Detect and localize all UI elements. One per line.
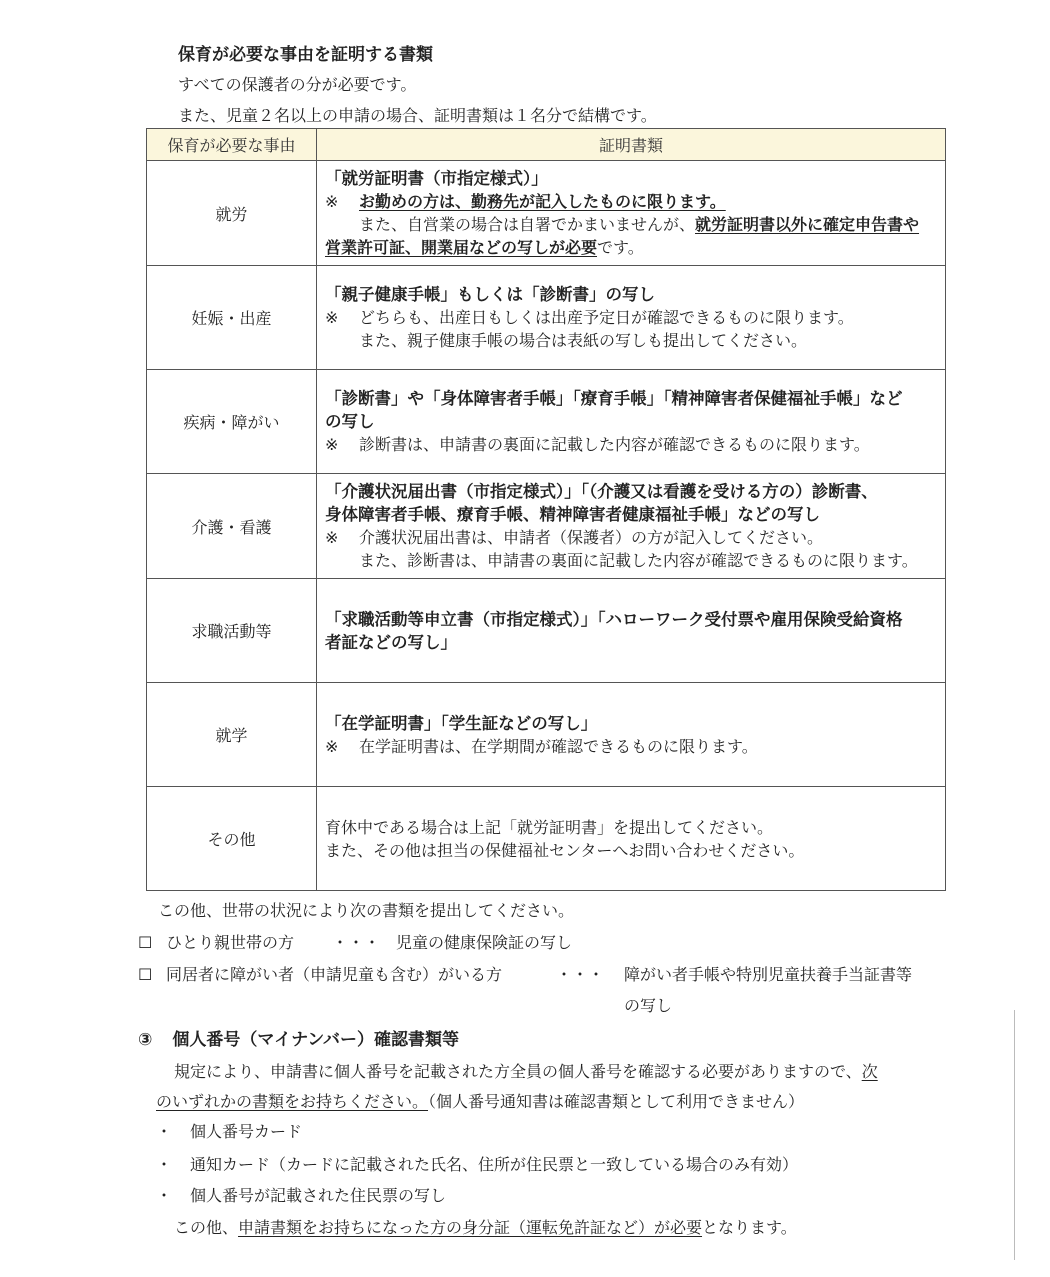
para-text: 規定により、申請書に個人番号を記載された方全員の個人番号を確認する必要がありますので、 bbox=[174, 1062, 862, 1081]
doc-text: 「親子健康手帳」もしくは「診断書」の写し bbox=[325, 285, 655, 304]
intro-line-1: すべての保護者の分が必要です。 bbox=[178, 75, 417, 94]
doc-text: 「診断書」や「身体障害者手帳」「療育手帳」「精神障害者保健福祉手帳」など bbox=[325, 389, 903, 408]
docs-cell bbox=[317, 787, 946, 891]
bullet-item bbox=[156, 1152, 798, 1175]
table-row bbox=[147, 266, 946, 370]
bullet-icon: ・ bbox=[156, 1155, 173, 1174]
doc-line bbox=[325, 306, 939, 329]
table-row bbox=[147, 474, 946, 579]
docs-cell bbox=[317, 683, 946, 787]
item-doc-line-2: の写し bbox=[624, 996, 673, 1015]
doc-line bbox=[325, 712, 939, 735]
table-row bbox=[147, 787, 946, 891]
section-3-para-line-1 bbox=[174, 1059, 878, 1082]
doc-text: 「介護状況届出書（市指定様式）」「（介護又は看護を受ける方の）診断書、 bbox=[325, 482, 878, 501]
doc-line bbox=[325, 236, 939, 259]
note-text: また、親子健康手帳の場合は表紙の写しも提出してください。 bbox=[359, 331, 808, 350]
table-row bbox=[147, 683, 946, 787]
item-label: ひとり親世帯の方 bbox=[166, 933, 295, 952]
extra-intro: この他、世帯の状況により次の書類を提出してください。 bbox=[158, 901, 575, 920]
reason-cell: 求職活動等 bbox=[147, 579, 317, 683]
doc-text: また、その他は担当の保健福祉センターへお問い合わせください。 bbox=[325, 840, 805, 860]
doc-line bbox=[325, 433, 939, 456]
reason-cell: 就労 bbox=[147, 161, 317, 266]
doc-text: 「就労証明書（市指定様式）」 bbox=[325, 169, 548, 188]
doc-line bbox=[325, 549, 939, 572]
docs-cell bbox=[317, 266, 946, 370]
doc-line bbox=[325, 283, 939, 306]
note-text: 在学証明書は、在学期間が確認できるものに限ります。 bbox=[359, 736, 758, 756]
note-mark: ※ bbox=[325, 435, 339, 454]
doc-text: の写し bbox=[325, 412, 375, 431]
closing-underlined: 申請書類をお持ちになった方の身分証（運転免許証など）が必要 bbox=[238, 1218, 703, 1237]
reason-cell: 妊娠・出産 bbox=[147, 266, 317, 370]
bullet-text: 個人番号カード bbox=[190, 1122, 303, 1141]
item-doc: 児童の健康保険証の写し bbox=[396, 933, 573, 952]
item-doc-line-1: 障がい者手帳や特別児童扶養手当証書等 bbox=[624, 965, 913, 984]
section-3-heading bbox=[138, 1025, 459, 1050]
docs-cell bbox=[317, 579, 946, 683]
note-text: 介護状況届出書は、申請者（保護者）の方が記入してください。 bbox=[359, 528, 824, 547]
requirements-table bbox=[146, 128, 946, 891]
checklist-item-disabled-cohabitant bbox=[138, 962, 502, 985]
bullet-item bbox=[156, 1119, 302, 1142]
scan-edge-line bbox=[1014, 1010, 1015, 1260]
doc-line bbox=[325, 387, 939, 410]
docs-cell bbox=[317, 161, 946, 266]
doc-text: 育休中である場合は上記「就労証明書」を提出してください。 bbox=[325, 817, 774, 837]
doc-line bbox=[325, 735, 939, 758]
doc-line bbox=[325, 526, 939, 549]
doc-line bbox=[325, 190, 939, 213]
reason-cell: 就学 bbox=[147, 683, 317, 787]
doc-text: 者証などの写し」 bbox=[325, 632, 457, 652]
section-title: 保育が必要な事由を証明する書類 bbox=[178, 45, 433, 65]
header-docs: 証明書類 bbox=[317, 129, 946, 161]
item-dots: ・・・ bbox=[332, 933, 381, 952]
note-text: お勤めの方は、勤務先が記入したものに限ります。 bbox=[359, 192, 726, 211]
section-3-para-line-2 bbox=[156, 1089, 804, 1112]
section-3-title: 個人番号（マイナンバー）確認書類等 bbox=[172, 1030, 460, 1050]
doc-line bbox=[325, 816, 939, 839]
table-body bbox=[147, 161, 946, 891]
closing-text: この他、 bbox=[174, 1218, 239, 1237]
doc-line bbox=[325, 329, 939, 352]
bullet-text: 通知カード（カードに記載された氏名、住所が住民票と一致している場合のみ有効） bbox=[190, 1155, 799, 1174]
table-header-row bbox=[147, 129, 946, 161]
table-row bbox=[147, 161, 946, 266]
note-text: 診断書は、申請書の裏面に記載した内容が確認できるものに限ります。 bbox=[359, 435, 870, 454]
doc-line bbox=[325, 213, 939, 236]
note-text: 営業許可証、開業届などの写しが必要 bbox=[325, 238, 598, 257]
note-mark: ※ bbox=[325, 528, 339, 547]
note-tail: 就労証明書以外に確定申告書や bbox=[695, 215, 920, 234]
para-underlined: 次 bbox=[861, 1062, 878, 1081]
intro-line-2: また、児童２名以上の申請の場合、証明書類は１名分で結構です。 bbox=[178, 106, 657, 125]
para-text: （個人番号通知書は確認書類として利用できません） bbox=[428, 1092, 805, 1111]
note-mark: ※ bbox=[325, 308, 339, 327]
note-mark: ※ bbox=[325, 736, 339, 756]
doc-line bbox=[325, 839, 939, 862]
checklist-item-single-parent bbox=[138, 930, 294, 953]
docs-cell bbox=[317, 474, 946, 579]
note-tail: です。 bbox=[597, 238, 644, 257]
reason-cell: その他 bbox=[147, 787, 317, 891]
note-text: また、自営業の場合は自署でかまいませんが、 bbox=[359, 215, 696, 234]
doc-line bbox=[325, 410, 939, 433]
item-dots: ・・・ bbox=[556, 965, 605, 984]
table-row bbox=[147, 579, 946, 683]
reason-cell: 疾病・障がい bbox=[147, 370, 317, 474]
checkbox-icon: ☐ bbox=[138, 965, 153, 984]
closing-text: となります。 bbox=[702, 1218, 797, 1237]
note-mark: ※ bbox=[325, 192, 339, 211]
doc-line bbox=[325, 503, 939, 526]
doc-line bbox=[325, 480, 939, 503]
doc-line bbox=[325, 608, 939, 631]
docs-cell bbox=[317, 370, 946, 474]
note-text: どちらも、出産日もしくは出産予定日が確認できるものに限ります。 bbox=[359, 308, 854, 327]
header-reason: 保育が必要な事由 bbox=[147, 129, 317, 161]
note-text: また、診断書は、申請書の裏面に記載した内容が確認できるものに限ります。 bbox=[359, 551, 918, 570]
doc-text: 「求職活動等申立書（市指定様式）」「ハローワーク受付票や雇用保険受給資格 bbox=[325, 609, 903, 629]
doc-text: 「在学証明書」「学生証などの写し」 bbox=[325, 713, 598, 733]
bullet-text: 個人番号が記載された住民票の写し bbox=[190, 1186, 447, 1205]
bullet-item bbox=[156, 1183, 446, 1206]
table-row bbox=[147, 370, 946, 474]
item-label: 同居者に障がい者（申請児童も含む）がいる方 bbox=[166, 965, 503, 984]
bullet-icon: ・ bbox=[156, 1186, 173, 1205]
para-underlined: のいずれかの書類をお持ちください。 bbox=[156, 1092, 429, 1111]
closing-line bbox=[174, 1215, 797, 1238]
checkbox-icon: ☐ bbox=[138, 933, 153, 952]
doc-text: 身体障害者手帳、療育手帳、精神障害者健康福祉手帳」などの写し bbox=[325, 505, 820, 524]
section-number: ③ bbox=[138, 1030, 153, 1050]
bullet-icon: ・ bbox=[156, 1122, 173, 1141]
reason-cell: 介護・看護 bbox=[147, 474, 317, 579]
doc-line bbox=[325, 631, 939, 654]
doc-line bbox=[325, 167, 939, 190]
